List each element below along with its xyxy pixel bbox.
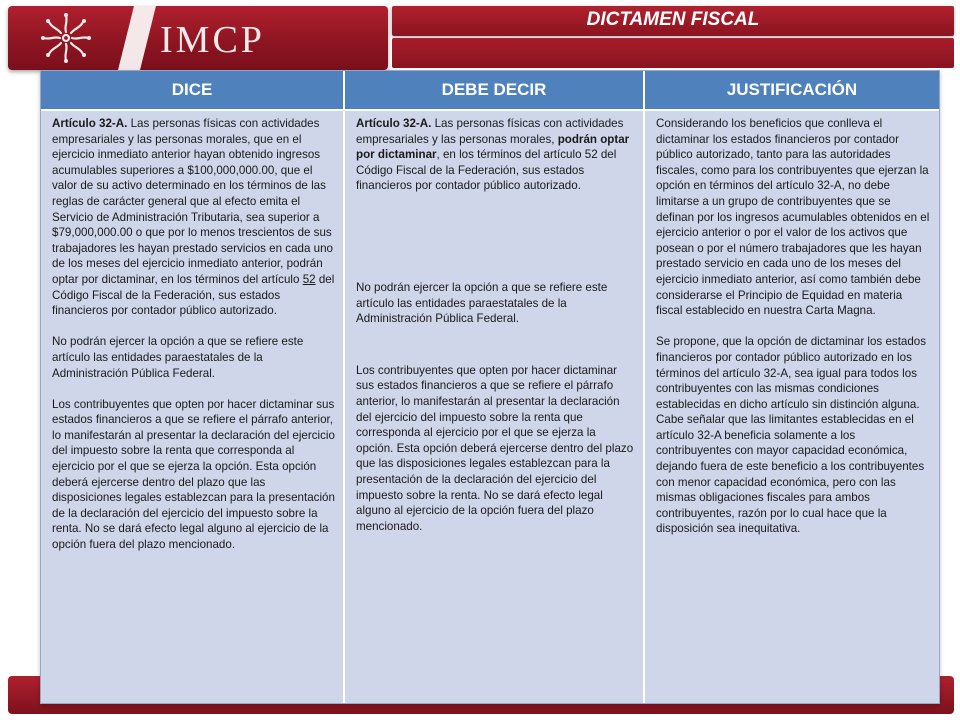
header-dice: DICE bbox=[41, 71, 345, 109]
debe-decir-p1-text-b: , en los términos del artículo 52 del Código Fiscal de la Federación, sus estados financieros por contador público autorizado. bbox=[356, 148, 617, 193]
table-header-row bbox=[41, 71, 939, 111]
header-justificacion: JUSTIFICACIÓN bbox=[726, 80, 858, 99]
dice-paragraph-1 bbox=[52, 116, 335, 319]
cell-dice bbox=[41, 111, 345, 703]
debe-decir-article-label: Artículo 32-A. bbox=[356, 117, 432, 130]
justificacion-paragraph-2: Se propone, que la opción de dictaminar los estados financieros por contador público autorizado en los términos del artículo 32-A, sea igual para todos los contribuyentes con las mismas condiciones establecidas en dicho artículo sin distinción alguna. Cabe señalar que las limitantes establecidas en el artículo 32-A beneficia solamente a los contribuyentes con mayor capacidad económica, dejando fuera de este beneficio a los contribuyentes con menor capacidad económica, pero con las mismas obligaciones fiscales para ambos contribuyentes, razón por lo cual hace que la disposición sea inequitativa. bbox=[656, 335, 927, 536]
title-bar bbox=[392, 6, 954, 36]
debe-decir-p1-text-a: Las personas físicas con actividades empresariales y las personas morales, bbox=[356, 117, 624, 146]
imcp-emblem-icon bbox=[38, 12, 94, 64]
dice-article-label: Artículo 32-A. bbox=[52, 117, 128, 130]
header-debe-decir: DEBE DECIR bbox=[345, 71, 645, 109]
dice-paragraph-2: No podrán ejercer la opción a que se refiere este artículo las entidades paraestatales de la Administración Pública Federal. bbox=[52, 335, 304, 380]
cell-justificacion bbox=[645, 111, 939, 703]
dice-paragraph-3: Los contribuyentes que opten por hacer dictaminar sus estados financieros a que se refiere el párrafo anterior, lo manifestarán al presentar la declaración del ejercicio del impuesto sobre la renta que corresponda al ejercicio por el que se ejerza la opción. Esta opción deberá ejercerse dentro del plazo que las disposiciones legales establezcan para la presentación de la declaración del ejercicio del impuesto sobre la renta. No se dará efecto legal alguno al ejercicio de la opción fuera del plazo mencionado. bbox=[52, 397, 335, 552]
imcp-logo bbox=[8, 6, 388, 70]
logo-divider bbox=[118, 6, 156, 70]
justificacion-paragraph-1: Considerando los beneficios que conlleva el dictaminar los estados financieros por contador público autorizado, tanto para las autoridades fiscales, como para los contribuyentes que ejerzan la opción en términos del artículo 32-A, no debe limitarse a un grupo de contribuyentes que se definan por los ingresos acumulables obtenidos en el ejercicio anterior o por el valor de los activos que posean o por el número trabajadores que les hayan prestado servicio en cada uno de los meses del ejercicio inmediato anterior, así como también debe considerarse el Principio de Equidad en materia fiscal establecido en nuestra Carta Magna. bbox=[656, 117, 930, 318]
dice-p1-text-b: del Código Fiscal de la Federación, sus estados financieros por contador público autorizado. bbox=[52, 272, 335, 318]
table-body-row bbox=[41, 111, 939, 703]
page-title: DICTAMEN FISCAL bbox=[586, 9, 760, 30]
cell-debe-decir bbox=[345, 111, 645, 703]
debe-decir-paragraph-1 bbox=[356, 116, 635, 194]
dice-article-ref: 52 bbox=[302, 272, 316, 286]
comparison-table bbox=[40, 70, 940, 704]
logo-text: IMCP bbox=[160, 19, 265, 61]
subtitle-bar bbox=[392, 38, 954, 68]
debe-decir-paragraph-2: No podrán ejercer la opción a que se refiere este artículo las entidades paraestatales de la Administración Pública Federal. bbox=[356, 280, 608, 326]
debe-decir-emphasis: podrán optar por dictaminar bbox=[356, 132, 630, 162]
debe-decir-paragraph-3: Los contribuyentes que opten por hacer dictaminar sus estados financieros a que se refiere el párrafo anterior, lo manifestarán al presentar la declaración del ejercicio del impuesto sobre la renta que corresponda al ejercicio por el que se ejerza la opción. Esta opción deberá ejercerse dentro del plazo que las disposiciones legales establezcan para la presentación de la declaración del ejercicio del impuesto sobre la renta. No se dará efecto legal alguno al ejercicio de la opción fuera del plazo mencionado. bbox=[356, 363, 634, 533]
dice-p1-text-a: Las personas físicas con actividades empresariales y las personas morales, que en el ejercicio inmediato anterior hayan obtenido ingresos acumulables superiores a $100,000,000.00, que el valor de su activo determinado en los términos de las reglas de carácter general que al efecto emita el Servicio de Administración Tributaria, sea superior a $79,000,000.00 o que por lo menos trescientos de sus trabajadores les hayan prestado servicios en cada uno de los meses del ejercicio inmediato anterior, podrán optar por dictaminar, en los términos del artículo bbox=[52, 117, 334, 286]
